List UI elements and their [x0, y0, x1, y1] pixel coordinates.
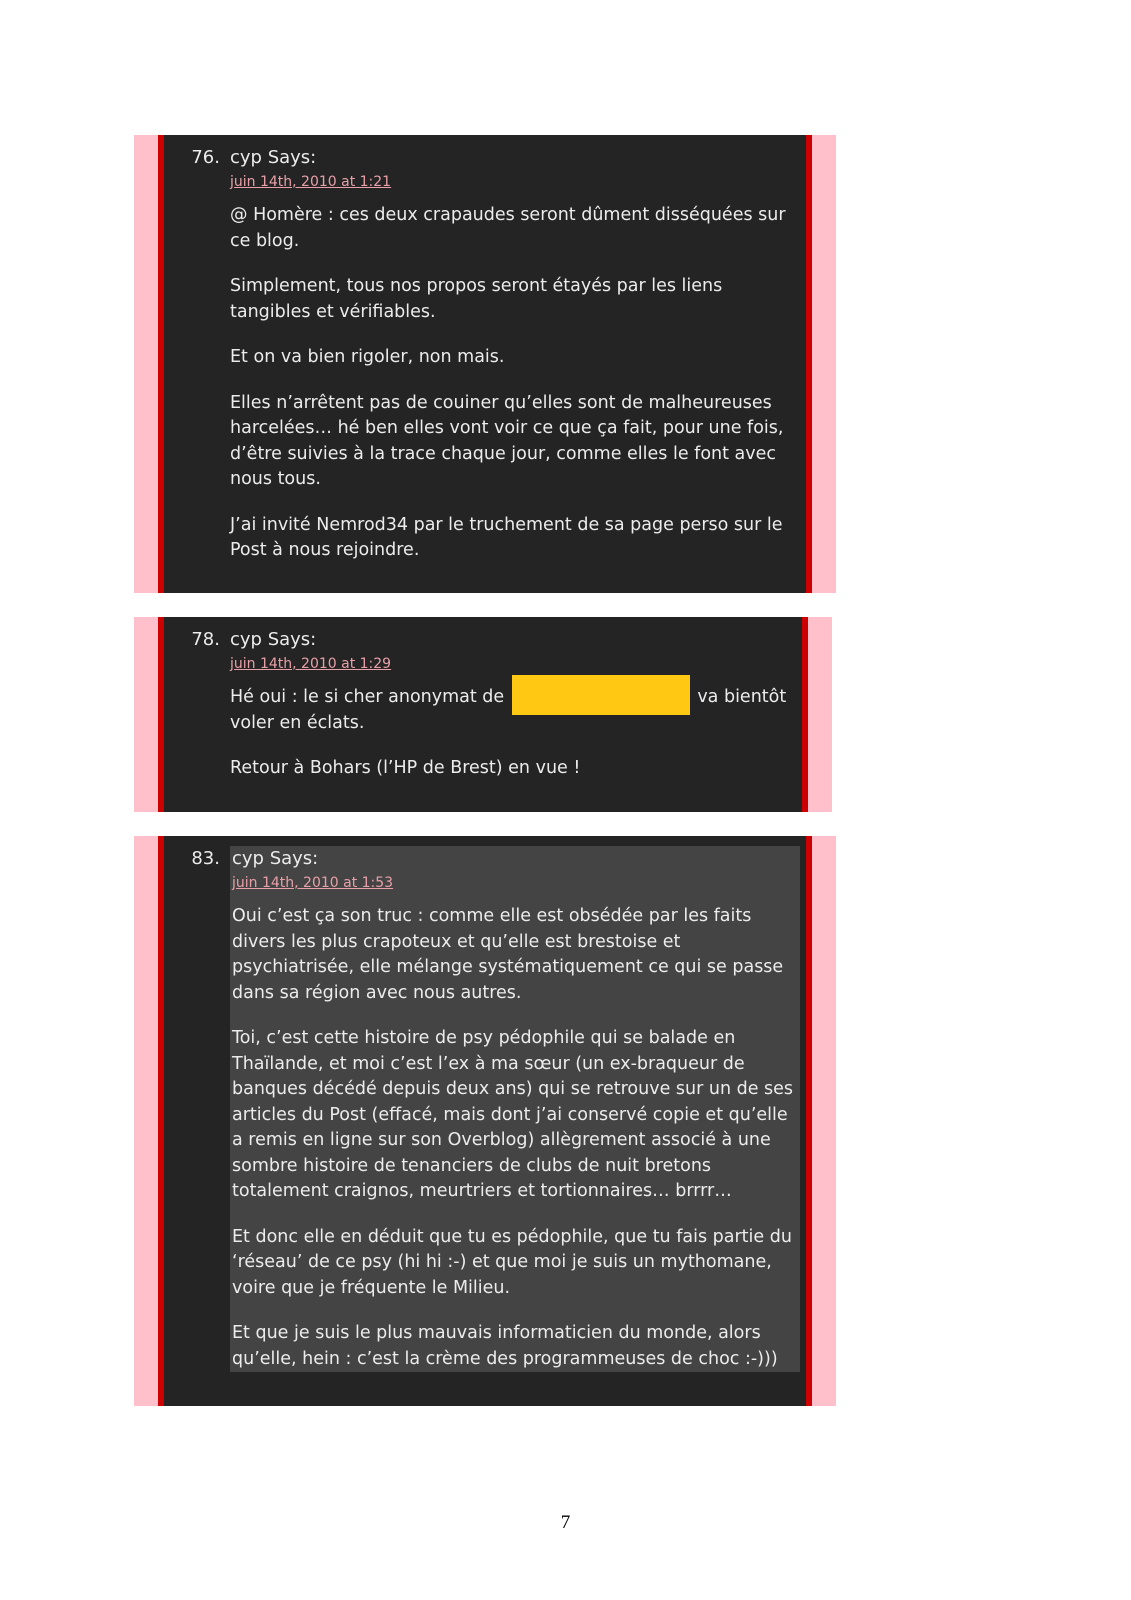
comment-paragraph: J’ai invité Nemrod34 par le truchement de sa page perso sur le Post à nous rejoindre. — [230, 514, 783, 560]
comment-date-link[interactable]: juin 14th, 2010 at 1:53 — [232, 875, 394, 891]
comment-author: cyp Says: — [230, 629, 317, 650]
comment-paragraph: Toi, c’est cette histoire de psy pédophile qui se balade en Thaïlande, et moi c’est l’ex à ma sœur (un ex-braqueur de banques décédé depuis deux ans) qui se retrouve sur un de ses articles du Post (effacé, mais dont j’ai conservé copie et qu’elle a remis en ligne sur son Overblog) allègrement associé à une sombre histoire de tenanciers de clubs de nuit bretons totalement craignos, meurtriers et tortionnaires… brrrr… — [232, 1028, 794, 1201]
comment — [192, 629, 792, 802]
comment-text: Hé oui : le si cher anonymat de — [230, 687, 510, 707]
comment-author: cyp Says: — [232, 848, 319, 869]
comment-number: 76. — [191, 147, 220, 168]
comment-author: cyp Says: — [230, 147, 317, 168]
comment-paragraph: Elles n’arrêtent pas de couiner qu’elles sont de malheureuses harcelées… hé ben elles vont voir ce que ça fait, pour une fois, d’être suivies à la trace chaque jour, comme elles le font avec nous tous. — [230, 392, 784, 489]
comment-screenshot-83 — [134, 836, 836, 1406]
comment-number: 78. — [191, 629, 220, 650]
redaction-block — [512, 675, 690, 715]
comment-date-link[interactable]: juin 14th, 2010 at 1:21 — [230, 174, 392, 190]
comment — [192, 147, 796, 584]
comment-paragraph: Et que je suis le plus mauvais informaticien du monde, alors qu’elle, hein : c’est la crème des programmeuses de choc :-))) — [232, 1323, 778, 1369]
comment-paragraph: Oui c’est ça son truc : comme elle est obsédée par les faits divers les plus crapoteux et qu’elle est brestoise et psychiatrisée, elle mélange systématiquement ce qui se passe dans sa région avec nous autres. — [232, 906, 784, 1003]
comment-paragraph — [230, 685, 792, 736]
comment-screenshot-76 — [134, 135, 836, 593]
comment-paragraph: Et on va bien rigoler, non mais. — [230, 347, 505, 367]
comment-paragraph: Simplement, tous nos propos seront étayés par les liens tangibles et vérifiables. — [230, 276, 723, 322]
comment-number: 83. — [191, 848, 220, 869]
comment-body — [230, 147, 796, 564]
comment-paragraph: Et donc elle en déduit que tu es pédophile, que tu fais partie du ‘réseau’ de ce psy (hi hi :-) et que moi je suis un mythomane, voire que je fréquente le Milieu. — [232, 1226, 792, 1298]
comment-text: va bientôt voler en éclats. — [230, 687, 787, 733]
comment-paragraph: Retour à Bohars (l’HP de Brest) en vue ! — [230, 758, 581, 778]
comment-date-link[interactable]: juin 14th, 2010 at 1:29 — [230, 656, 392, 672]
comment — [192, 848, 800, 1380]
comment-body-selected — [230, 846, 800, 1372]
comment-screenshot-78 — [134, 617, 832, 812]
comment-body — [230, 629, 792, 782]
page-number: 7 — [560, 1512, 571, 1533]
comment-paragraph: @ Homère : ces deux crapaudes seront dûment disséquées sur ce blog. — [230, 205, 786, 251]
